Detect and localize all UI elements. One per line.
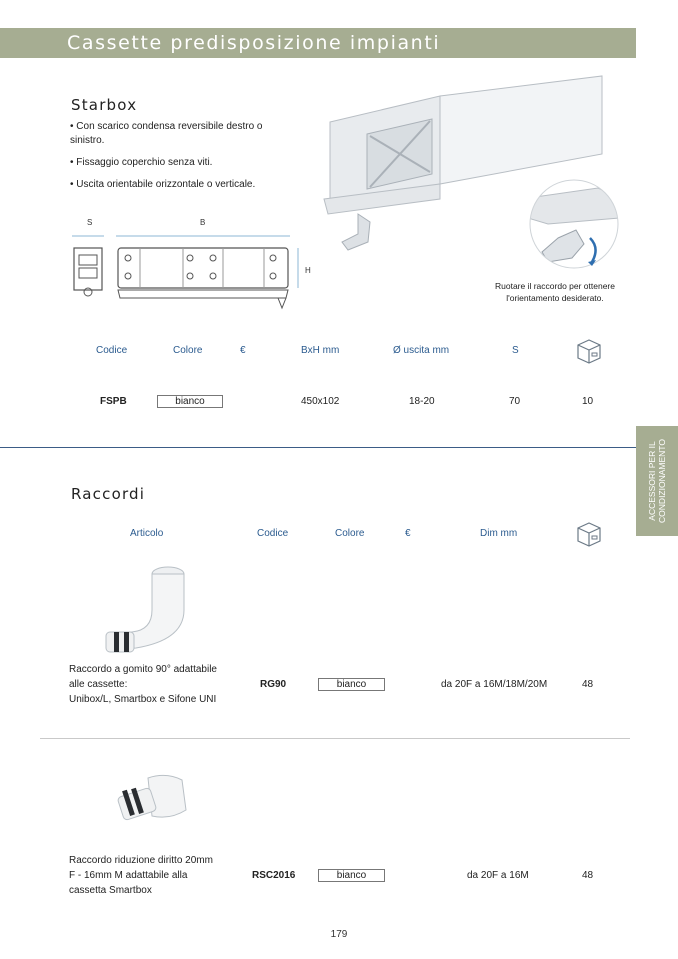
starbox-bullets	[70, 120, 290, 200]
rg90-codice: RG90	[260, 679, 287, 690]
rg90-colore: bianco	[318, 678, 385, 691]
cell-bxh: 450x102	[301, 396, 340, 407]
bullet-item: • Uscita orientabile orizzontale o verticale.	[70, 179, 256, 190]
side-tab	[636, 426, 678, 536]
rg90-dim: da 20F a 16M/18M/20M	[441, 679, 548, 690]
item-divider	[40, 738, 630, 739]
cell-codice: FSPB	[100, 396, 127, 407]
cell-colore: bianco	[157, 395, 223, 408]
rsc2016-description: Raccordo riduzione diritto 20mm F - 16mm M adattabile alla cassetta Smartbox	[69, 855, 213, 896]
cell-uscita: 18-20	[409, 396, 435, 407]
col-header-uscita: Ø uscita mm	[393, 345, 450, 356]
side-tab-label: ACCESSORI PER IL CONDIZIONAMENTO	[647, 439, 667, 523]
cell-pack: 10	[582, 396, 594, 407]
rsc2016-pack: 48	[582, 870, 594, 881]
col-header-price: €	[405, 528, 411, 539]
col-header-s: S	[512, 345, 519, 356]
rg90-product-image	[100, 560, 195, 655]
page-number: 179	[330, 929, 348, 940]
header-band	[0, 28, 636, 58]
rsc2016-colore: bianco	[318, 869, 385, 882]
rotation-caption: Ruotare il raccordo per ottenere l'orientamento desiderato.	[494, 281, 615, 303]
col-header-articolo: Articolo	[130, 528, 164, 539]
starbox-title: Starbox	[71, 96, 138, 114]
rg90-pack: 48	[582, 679, 594, 690]
raccordi-title: Raccordi	[71, 485, 146, 503]
rg90-description: Raccordo a gomito 90° adattabile alle cassette: Unibox/L, Smartbox e Sifone UNI	[69, 664, 217, 705]
dim-label-b: B	[200, 218, 206, 227]
col-header-colore: Colore	[335, 528, 365, 539]
package-icon	[575, 338, 603, 364]
col-header-bxh: BxH mm	[301, 345, 340, 356]
dim-label-s: S	[87, 218, 93, 227]
rsc2016-product-image	[108, 770, 193, 830]
dim-label-h: H	[305, 266, 311, 275]
cell-s: 70	[509, 396, 521, 407]
col-header-colore: Colore	[173, 345, 203, 356]
col-header-codice: Codice	[96, 345, 128, 356]
bullet-item: • Con scarico condensa reversibile destro o sinistro.	[70, 121, 263, 146]
page-title: Cassette predisposizione impianti	[67, 32, 441, 54]
col-header-dim: Dim mm	[480, 528, 518, 539]
col-header-price: €	[240, 345, 246, 356]
elbow-rotation-image	[528, 178, 620, 270]
rsc2016-codice: RSC2016	[252, 870, 296, 881]
section-divider	[0, 447, 636, 448]
technical-drawing	[68, 228, 308, 313]
col-header-codice: Codice	[257, 528, 289, 539]
bullet-item: • Fissaggio coperchio senza viti.	[70, 157, 213, 168]
rsc2016-dim: da 20F a 16M	[467, 870, 529, 881]
package-icon	[575, 521, 603, 547]
